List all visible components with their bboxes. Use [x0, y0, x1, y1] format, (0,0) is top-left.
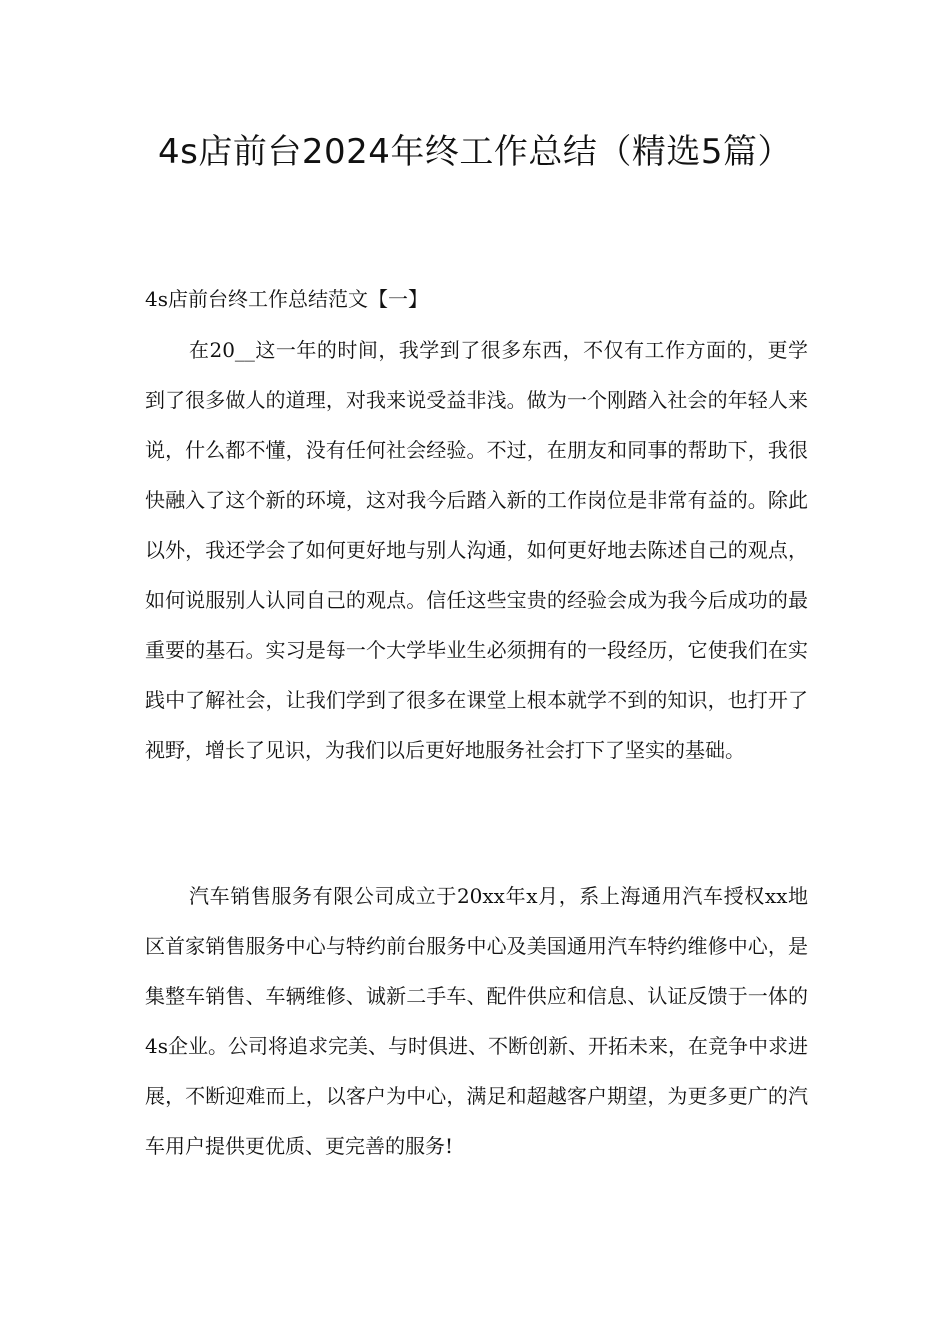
paragraph-text: 汽车销售服务有限公司成立于20xx年x月，系上海通用汽车授权xx地区首家销售服务中心与特约前台服务中心及美国通用汽车特约维修中心，是集整车销售、车辆维修、诚新二手车、配件供应和信息、认证反馈于一体的4s企业。公司将追求完美、与时俱进、不断创新、开拓未来，在竞争中求进展，不断迎难而上，以客户为中心，满足和超越客户期望，为更多更广的汽车用户提供更优质、更完善的服务! [145, 884, 808, 1158]
body-paragraph-2 [145, 871, 808, 1171]
body-paragraph-1 [145, 325, 808, 775]
paragraph-text: 在20__这一年的时间，我学到了很多东西，不仅有工作方面的，更学到了很多做人的道理，对我来说受益非浅。做为一个刚踏入社会的年轻人来说，什么都不懂，没有任何社会经验。不过，在朋友和同事的帮助下，我很快融入了这个新的环境，这对我今后踏入新的工作岗位是非常有益的。除此以外，我还学会了如何更好地与别人沟通，如何更好地去陈述自己的观点，如何说服别人认同自己的观点。信任这些宝贵的经验会成为我今后成功的最重要的基石。实习是每一个大学毕业生必须拥有的一段经历，它使我们在实践中了解社会，让我们学到了很多在课堂上根本就学不到的知识，也打开了视野，增长了见识，为我们以后更好地服务社会打下了坚实的基础。 [145, 338, 808, 762]
section-heading: 4s店前台终工作总结范文【一】 [145, 287, 428, 311]
document-title: 4s店前台2024年终工作总结（精选5篇） [157, 132, 792, 172]
